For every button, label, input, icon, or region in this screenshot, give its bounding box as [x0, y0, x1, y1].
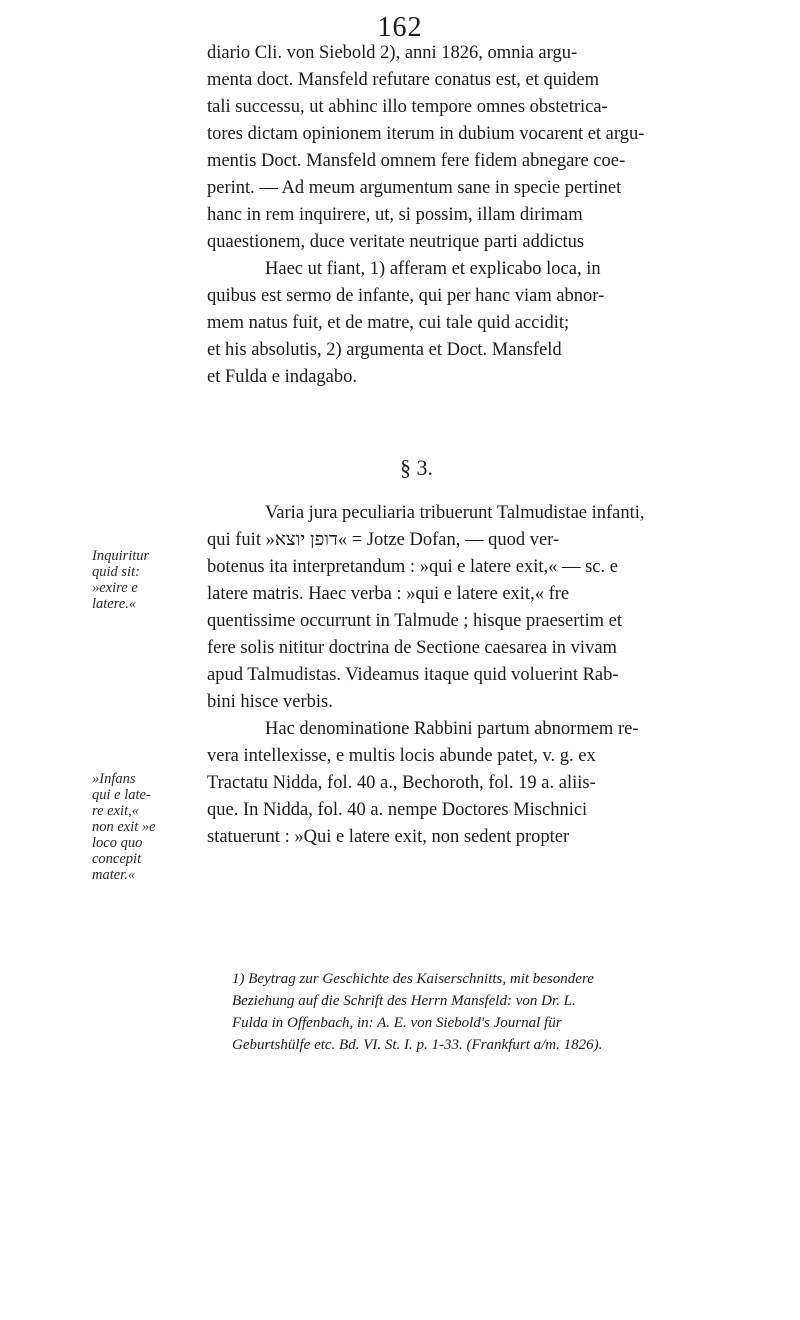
margin-note-inquiritur: [92, 548, 202, 612]
margin-note-line: »Infans: [92, 771, 136, 787]
text-line: et Fulda e indagabo.: [207, 367, 358, 387]
text-line: diario Cli. von Siebold 2), anni 1826, omnia argu-: [207, 43, 578, 63]
margin-note-line: Inquiritur: [92, 548, 150, 564]
footnote-line: 1) Beytrag zur Geschichte des Kaiserschnitts, mit besondere: [232, 971, 594, 987]
text-line: menta doct. Mansfeld refutare conatus est, et quidem: [207, 70, 599, 90]
text-line: botenus ita interpretandum : »qui e latere exit,« — sc. e: [207, 557, 618, 577]
text-line: mem natus fuit, et de matre, cui tale quid accidit;: [207, 313, 570, 333]
text-line: Haec ut fiant, 1) afferam et explicabo loca, in: [265, 259, 601, 279]
text-line: et his absolutis, 2) argumenta et Doct. Mansfeld: [207, 340, 562, 360]
margin-note-line: qui e late-: [92, 787, 151, 803]
text-line: mentis Doct. Mansfeld omnem fere fidem abnegare coe-: [207, 151, 626, 171]
margin-note-line: concepit: [92, 851, 142, 867]
paragraph-4: [207, 716, 737, 851]
main-text: [207, 40, 737, 391]
paragraph-1: [207, 40, 737, 256]
text-line: fere solis nititur doctrina de Sectione caesarea in vivam: [207, 638, 617, 658]
section-heading: § 3.: [400, 455, 433, 480]
text-line: vera intellexisse, e multis locis abunde patet, v. g. ex: [207, 746, 596, 766]
footnote-line: Geburtshülfe etc. Bd. VI. St. I. p. 1-33. (Frankfurt a/m. 1826).: [232, 1037, 603, 1053]
paragraph-3: [207, 500, 737, 716]
margin-note-line: loco quo: [92, 835, 143, 851]
text-line: bini hisce verbis.: [207, 692, 333, 712]
margin-note-line: latere.«: [92, 596, 137, 612]
margin-note-line: mater.«: [92, 867, 136, 883]
paragraph-2: [207, 256, 737, 391]
margin-note-infans: [92, 771, 202, 883]
footnote-line: Fulda in Offenbach, in: A. E. von Siebold's Journal für: [232, 1015, 562, 1031]
text-line: Varia jura peculiaria tribuerunt Talmudistae infanti,: [265, 503, 645, 523]
text-line: qui fuit »דופן יוצא« = Jotze Dofan, — quod ver-: [207, 530, 560, 550]
main-text-section-3: [207, 500, 737, 851]
text-line: que. In Nidda, fol. 40 a. nempe Doctores Mischnici: [207, 800, 588, 820]
footnote: [232, 968, 732, 1056]
text-line: quentissime occurrunt in Talmude ; hisque praesertim et: [207, 611, 623, 631]
footnote-line: Beziehung auf die Schrift des Herrn Mansfeld: von Dr. L.: [232, 993, 576, 1009]
margin-note-line: non exit »e: [92, 819, 156, 835]
text-line: perint. — Ad meum argumentum sane in specie pertinet: [207, 178, 622, 198]
text-line: hanc in rem inquirere, ut, si possim, illam dirimam: [207, 205, 583, 225]
text-line: latere matris. Haec verba : »qui e latere exit,« fre: [207, 584, 570, 604]
text-line: Hac denominatione Rabbini partum abnormem re-: [265, 719, 639, 739]
text-line: Tractatu Nidda, fol. 40 a., Bechoroth, fol. 19 a. aliis-: [207, 773, 596, 793]
text-line: tali successu, ut abhinc illo tempore omnes obstetrica-: [207, 97, 608, 117]
text-line: quaestionem, duce veritate neutrique parti addictus: [207, 232, 585, 252]
margin-note-line: quid sit:: [92, 564, 140, 580]
text-line: tores dictam opinionem iterum in dubium vocarent et argu-: [207, 124, 645, 144]
page-number: 162: [377, 12, 423, 43]
text-line: statuerunt : »Qui e latere exit, non sedent propter: [207, 827, 570, 847]
margin-note-line: re exit,«: [92, 803, 139, 819]
text-line: quibus est sermo de infante, qui per hanc viam abnor-: [207, 286, 605, 306]
text-line: apud Talmudistas. Videamus itaque quid voluerint Rab-: [207, 665, 619, 685]
margin-note-line: »exire e: [92, 580, 138, 596]
